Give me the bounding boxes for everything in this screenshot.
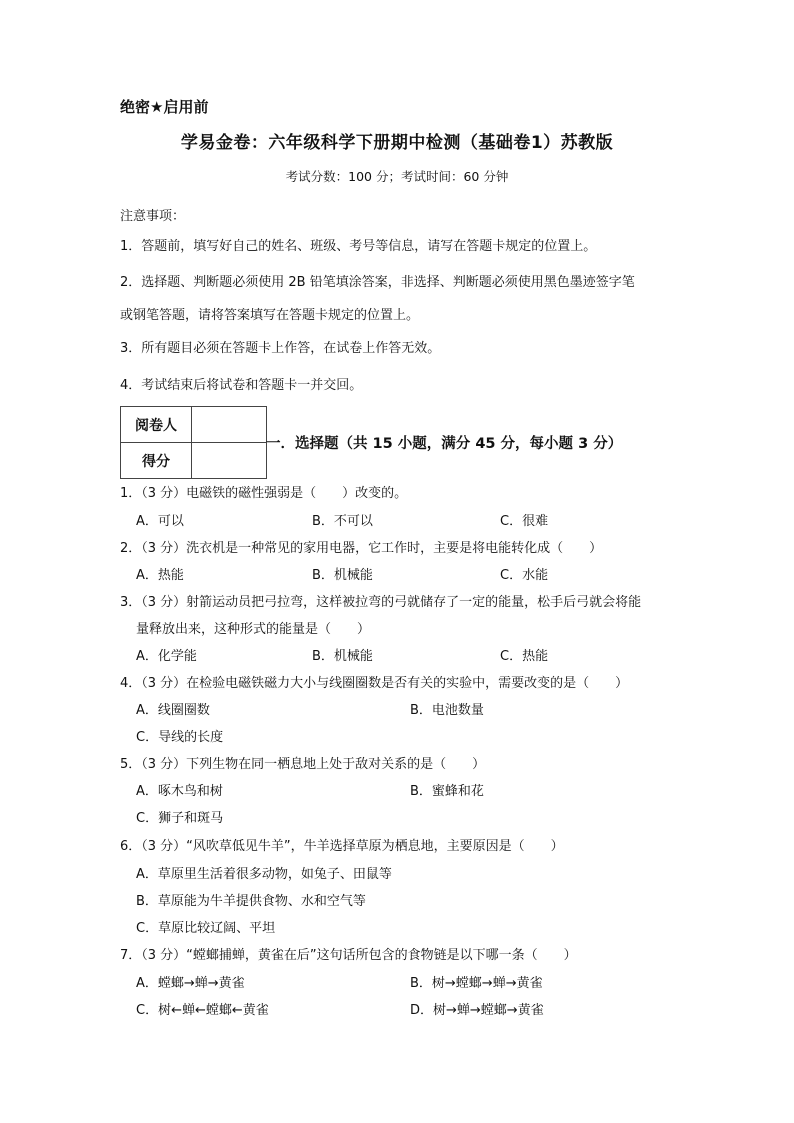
- option-b: B．电池数量: [410, 703, 484, 718]
- note-item: 3．所有题目必须在答题卡上作答，在试卷上作答无效。: [120, 341, 441, 356]
- option-a: A．可以: [136, 514, 184, 529]
- option-c: C．很难: [500, 514, 549, 529]
- question-7: 7．（3 分）“螳螂捕蝉，黄雀在后”这句话所包含的食物链是以下哪一条（ ）: [120, 948, 577, 963]
- question-6: 6．（3 分）“风吹草低见牛羊”，牛羊选择草原为栖息地，主要原因是（ ）: [120, 839, 564, 854]
- option-a: A．线圈圈数: [136, 703, 210, 718]
- option-b: B．草原能为牛羊提供食物、水和空气等: [136, 894, 366, 909]
- option-c: C．热能: [500, 649, 549, 664]
- option-b: B．树→螳螂→蝉→黄雀: [410, 976, 543, 991]
- reviewer-label: 阅卷人: [121, 407, 192, 443]
- question-1: 1．（3 分）电磁铁的磁性强弱是（ ）改变的。: [120, 486, 408, 501]
- option-b: B．蜜蜂和花: [410, 784, 484, 799]
- option-c: C．草原比较辽阔、平坦: [136, 921, 276, 936]
- option-c: C．水能: [500, 568, 549, 583]
- score-label: 得分: [121, 443, 192, 479]
- question-4: 4．（3 分）在检验电磁铁磁力大小与线圈圈数是否有关的实验中，需要改变的是（ ）: [120, 676, 629, 691]
- option-b: B．机械能: [312, 568, 373, 583]
- question-2: 2．（3 分）洗衣机是一种常见的家用电器，它工作时，主要是将电能转化成（ ）: [120, 541, 603, 556]
- option-c: C．导线的长度: [136, 730, 224, 745]
- note-item: 或钢笔答题，请将答案填写在答题卡规定的位置上。: [120, 308, 420, 323]
- section-title: 一．选择题（共 15 小题，满分 45 分，每小题 3 分）: [266, 436, 623, 452]
- confidential-label: 绝密★启用前: [120, 98, 209, 116]
- option-c: C．树←蝉←螳螂←黄雀: [136, 1003, 269, 1018]
- question-5: 5．（3 分）下列生物在同一栖息地上处于敌对关系的是（ ）: [120, 757, 486, 772]
- page-title: 学易金卷：六年级科学下册期中检测（基础卷1）苏教版: [180, 133, 614, 153]
- option-a: A．螳螂→蝉→黄雀: [136, 976, 245, 991]
- option-b: B．机械能: [312, 649, 373, 664]
- option-d: D．树→蝉→螳螂→黄雀: [410, 1003, 544, 1018]
- option-c: C．狮子和斑马: [136, 811, 224, 826]
- score-cell: [192, 443, 267, 479]
- note-item: 2．选择题、判断题必须使用 2B 铅笔填涂答案，非选择、判断题必须使用黑色墨迹签字笔: [120, 275, 635, 290]
- option-a: A．啄木鸟和树: [136, 784, 223, 799]
- reviewer-cell: [192, 407, 267, 443]
- notes-heading: 注意事项：: [120, 209, 186, 224]
- note-item: 4．考试结束后将试卷和答题卡一并交回。: [120, 378, 363, 393]
- option-a: A．化学能: [136, 649, 197, 664]
- option-b: B．不可以: [312, 514, 373, 529]
- question-3-cont: 量释放出来，这种形式的能量是（ ）: [136, 622, 371, 637]
- option-a: A．草原里生活着很多动物，如兔子、田鼠等: [136, 867, 392, 882]
- option-a: A．热能: [136, 568, 184, 583]
- exam-info: 考试分数：100 分；考试时间：60 分钟: [285, 169, 509, 184]
- note-item: 1．答题前，填写好自己的姓名、班级、考号等信息，请写在答题卡规定的位置上。: [120, 239, 597, 254]
- score-table: [120, 406, 267, 479]
- question-3: 3．（3 分）射箭运动员把弓拉弯，这样被拉弯的弓就储存了一定的能量，松手后弓就会将能: [120, 595, 642, 610]
